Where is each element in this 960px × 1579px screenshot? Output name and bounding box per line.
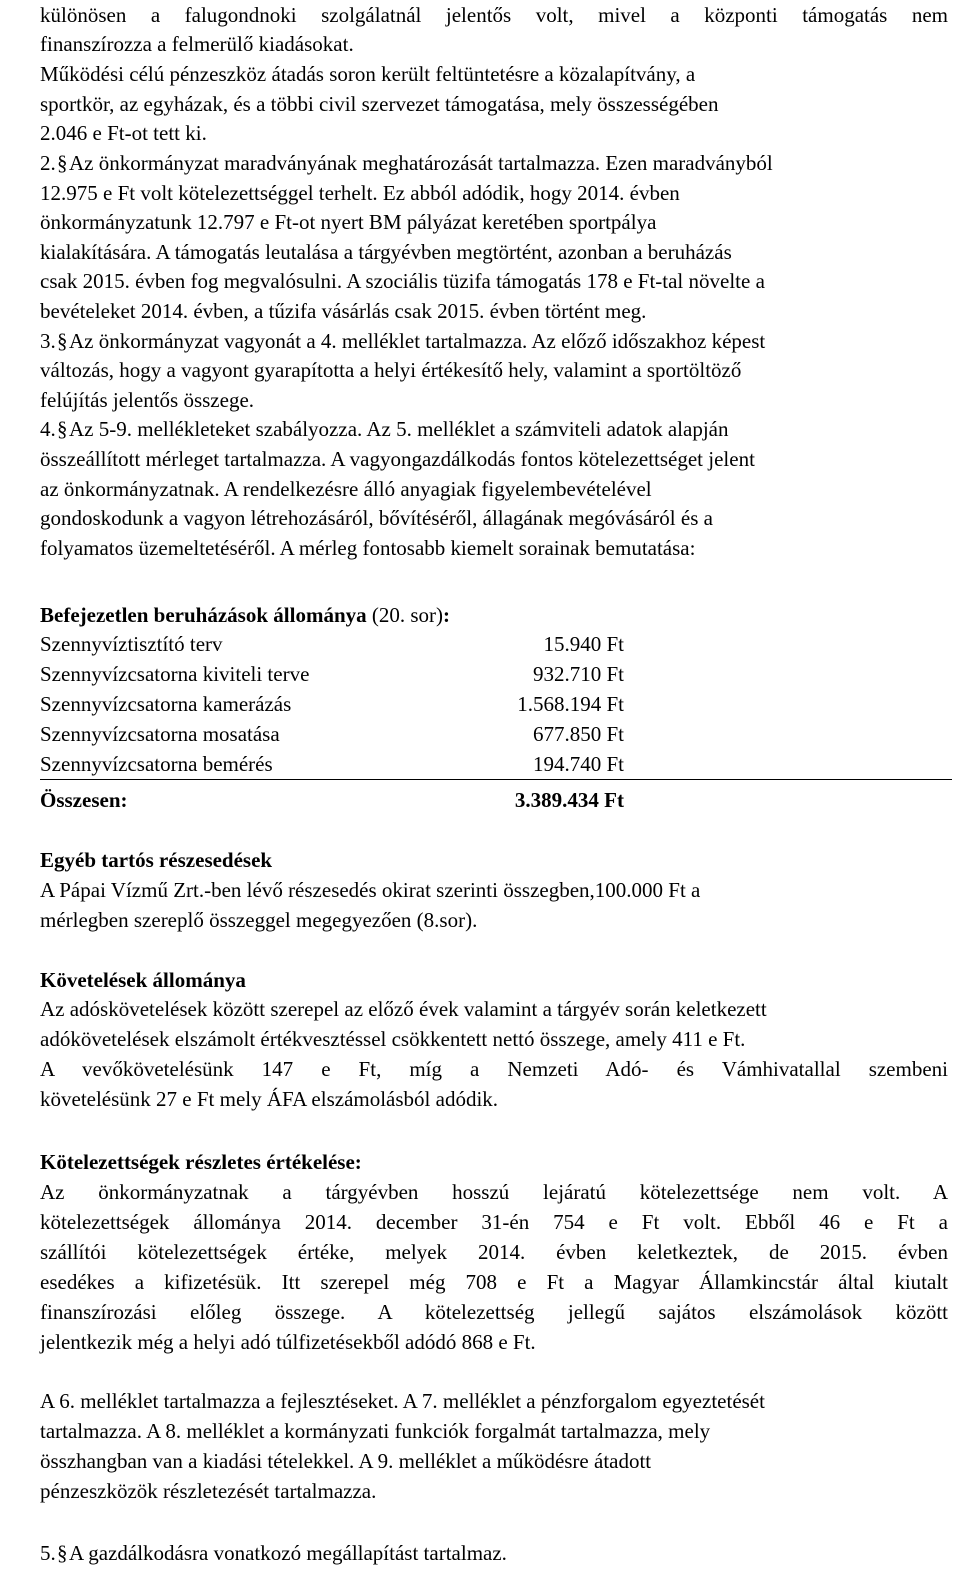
annex-line: összhangban van a kiadási tételekkel. A 9. melléklet a működésre átadott bbox=[40, 1449, 652, 1473]
investment-amount: 677.850 Ft bbox=[532, 722, 624, 746]
item-4-line: az önkormányzatnak. A rendelkezésre álló anyagiak figyelembevételével bbox=[40, 477, 652, 501]
total-divider bbox=[40, 779, 952, 780]
intro-line: Működési célú pénzeszköz átadás soron került feltüntetésre a közalapítvány, a bbox=[40, 62, 696, 86]
investment-row bbox=[40, 659, 950, 689]
item-2-line: csak 2015. évben fog megvalósulni. A szociális tüzifa támogatás 178 e Ft-tal növelte a bbox=[40, 269, 765, 293]
item-2-line: 12.975 e Ft volt kötelezettséggel terhelt. Ez abból adódik, hogy 2014. évben bbox=[40, 181, 680, 205]
item-4-line: gondoskodunk a vagyon létrehozásáról, bővítéséről, állagának megóvásáról és a bbox=[40, 506, 713, 530]
item-2-line: bevételeket 2014. évben, a tűzifa vásárlás csak 2015. évben történt meg. bbox=[40, 299, 647, 323]
section-mark-icon: § bbox=[57, 329, 68, 353]
item-text: Az önkormányzat maradványának meghatározását tartalmazza. Ezen maradványból bbox=[69, 151, 773, 175]
holdings-heading: Egyéb tartós részesedések bbox=[40, 848, 273, 872]
investment-amount: 15.940 Ft bbox=[543, 632, 624, 656]
liabilities-line: kötelezettségek állománya 2014. december 31-én 754 e Ft volt. Ebből 46 e Ft a bbox=[40, 1210, 948, 1234]
liabilities-heading: Kötelezettségek részletes értékelése: bbox=[40, 1150, 362, 1174]
investment-amount: 932.710 Ft bbox=[532, 662, 624, 686]
holdings-line: A Pápai Vízmű Zrt.-ben lévő részesedés okirat szerinti összegben,100.000 Ft a bbox=[40, 878, 701, 902]
item-2-line: kialakítására. A támogatás leutalása a tárgyévben megtörtént, azonban a beruházás bbox=[40, 240, 732, 264]
investment-row bbox=[40, 719, 950, 749]
receivables-line: Az adóskövetelések között szerepel az előző évek valamint a tárgyév során keletkezett bbox=[40, 997, 767, 1021]
item-text: Az 5-9. mellékleteket szabályozza. Az 5. melléklet a számviteli adatok alapján bbox=[69, 417, 729, 441]
item-number: 3. bbox=[40, 329, 56, 353]
item-3-line: változás, hogy a vagyont gyarapította a helyi értékesítő hely, valamint a sportöltöző bbox=[40, 358, 742, 382]
liabilities-line: esedékes a kifizetésük. Itt szerepel még 708 e Ft a Magyar Államkincstár által kiutalt bbox=[40, 1270, 948, 1294]
item-4-first-line bbox=[40, 414, 728, 444]
item-text: Az önkormányzat vagyonát a 4. melléklet tartalmazza. Az előző időszakhoz képest bbox=[69, 329, 766, 353]
investment-row bbox=[40, 629, 950, 659]
section-mark-icon: § bbox=[57, 1541, 68, 1565]
investment-label: Szennyvízcsatorna mosatása bbox=[40, 722, 280, 746]
holdings-line: mérlegben szereplő összeggel megegyezően (8.sor). bbox=[40, 908, 478, 932]
item-2-first-line bbox=[40, 148, 773, 178]
investment-label: Szennyvíztisztító terv bbox=[40, 632, 223, 656]
investment-label: Szennyvízcsatorna kamerázás bbox=[40, 692, 292, 716]
investment-label: Szennyvízcsatorna kiviteli terve bbox=[40, 662, 310, 686]
item-5-line bbox=[40, 1538, 507, 1568]
annex-line: pénzeszközök részletezését tartalmazza. bbox=[40, 1479, 377, 1503]
item-3-line: felújítás jelentős összege. bbox=[40, 388, 255, 412]
investment-total-row bbox=[40, 785, 950, 815]
section-mark-icon: § bbox=[57, 417, 68, 441]
total-amount: 3.389.434 Ft bbox=[514, 788, 624, 812]
item-3-first-line bbox=[40, 326, 765, 356]
intro-line: finanszírozza a felmerülő kiadásokat. bbox=[40, 32, 354, 56]
intro-line: 2.046 e Ft-ot tett ki. bbox=[40, 121, 207, 145]
item-text: A gazdálkodásra vonatkozó megállapítást tartalmaz. bbox=[69, 1541, 507, 1565]
investment-label: Szennyvízcsatorna bemérés bbox=[40, 752, 273, 776]
liabilities-line: Az önkormányzatnak a tárgyévben hosszú lejáratú kötelezettsége nem volt. A bbox=[40, 1180, 948, 1204]
investments-heading-sor: (20. sor) bbox=[366, 603, 444, 627]
item-number: 5. bbox=[40, 1541, 56, 1565]
item-4-line: összeállított mérleget tartalmazza. A vagyongazdálkodás fontos kötelezettséget jelent bbox=[40, 447, 755, 471]
receivables-line: követelésünk 27 e Ft mely ÁFA elszámolásból adódik. bbox=[40, 1087, 499, 1111]
receivables-line: adókövetelések elszámolt értékvesztéssel csökkentett nettó összege, amely 411 e Ft. bbox=[40, 1027, 746, 1051]
section-mark-icon: § bbox=[57, 151, 68, 175]
item-number: 2. bbox=[40, 151, 56, 175]
intro-line: különösen a falugondnoki szolgálatnál jelentős volt, mivel a központi támogatás nem bbox=[40, 3, 948, 27]
total-label: Összesen: bbox=[40, 788, 128, 812]
investments-heading-bold: Befejezetlen beruházások állománya bbox=[40, 603, 367, 627]
investment-amount: 194.740 Ft bbox=[532, 752, 624, 776]
receivables-heading: Követelések állománya bbox=[40, 968, 246, 992]
liabilities-line: szállítói kötelezettségek értéke, melyek 2014. évben keletkeztek, de 2015. évben bbox=[40, 1240, 948, 1264]
intro-line: sportkör, az egyházak, és a többi civil szervezet támogatása, mely összességében bbox=[40, 92, 719, 116]
item-4-line: folyamatos üzemeltetéséről. A mérleg fontosabb kiemelt sorainak bemutatása: bbox=[40, 536, 696, 560]
annex-line: tartalmazza. A 8. melléklet a kormányzati funkciók forgalmát tartalmazza, mely bbox=[40, 1419, 711, 1443]
liabilities-line: jelentkezik még a helyi adó túlfizetésekből adódó 868 e Ft. bbox=[40, 1330, 536, 1354]
receivables-line: A vevőkövetelésünk 147 e Ft, míg a Nemzeti Adó- és Vámhivatallal szembeni bbox=[40, 1057, 948, 1081]
investment-amount: 1.568.194 Ft bbox=[517, 692, 624, 716]
investment-row bbox=[40, 689, 950, 719]
annex-line: A 6. melléklet tartalmazza a fejlesztéseket. A 7. melléklet a pénzforgalom egyeztetését bbox=[40, 1389, 765, 1413]
investments-heading-colon: : bbox=[443, 603, 451, 627]
item-number: 4. bbox=[40, 417, 56, 441]
item-2-line: önkormányzatunk 12.797 e Ft-ot nyert BM pályázat keretében sportpálya bbox=[40, 210, 657, 234]
investment-row bbox=[40, 749, 950, 779]
investments-heading bbox=[40, 600, 450, 630]
liabilities-line: finanszírozási előleg összege. A kötelezettség jellegű sajátos elszámolások között bbox=[40, 1300, 948, 1324]
